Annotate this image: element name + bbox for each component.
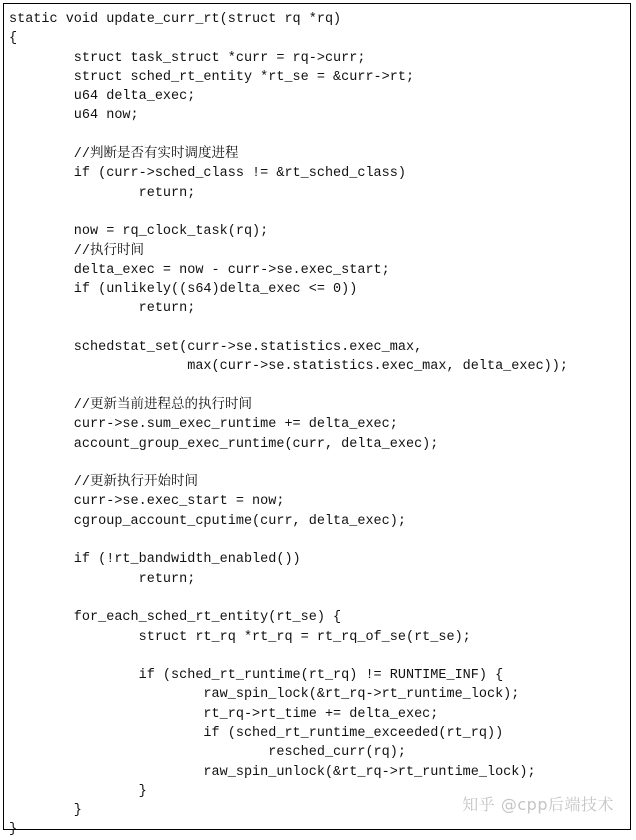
code-block	[9, 10, 568, 840]
code-line: raw_spin_unlock(&rt_rq->rt_runtime_lock);	[9, 764, 536, 780]
code-line: if (unlikely((s64)delta_exec <= 0))	[9, 282, 358, 298]
code-line: curr->se.exec_start = now;	[9, 494, 285, 510]
code-line: return;	[9, 301, 196, 317]
code-line: now = rq_clock_task(rq);	[9, 224, 269, 240]
code-line	[9, 531, 568, 550]
code-line: u64 now;	[9, 108, 139, 124]
code-line: {	[9, 31, 18, 47]
code-line	[9, 203, 568, 222]
code-line: for_each_sched_rt_entity(rt_se) {	[9, 610, 342, 626]
code-line: if (sched_rt_runtime(rt_rq) != RUNTIME_INF) {	[9, 668, 504, 684]
code-line: delta_exec = now - curr->se.exec_start;	[9, 262, 390, 278]
code-line: if (!rt_bandwidth_enabled())	[9, 552, 301, 568]
watermark: 知乎 @cpp后端技术	[462, 795, 614, 814]
code-line: max(curr->se.statistics.exec_max, delta_exec));	[9, 359, 568, 375]
code-line: rt_rq->rt_time += delta_exec;	[9, 706, 439, 722]
code-line: struct task_struct *curr = rq->curr;	[9, 50, 366, 66]
code-line: //执行时间	[9, 243, 145, 259]
code-line: resched_curr(rq);	[9, 745, 406, 761]
code-line: //判断是否有实时调度进程	[9, 147, 239, 163]
code-line: if (sched_rt_runtime_exceeded(rt_rq))	[9, 725, 504, 741]
code-line: static void update_curr_rt(struct rq *rq)	[9, 12, 342, 27]
code-line	[9, 377, 568, 396]
code-line: //更新执行开始时间	[9, 475, 199, 491]
code-line: //更新当前进程总的执行时间	[9, 397, 253, 413]
code-line: }	[9, 783, 147, 799]
code-line: if (curr->sched_class != &rt_sched_class)	[9, 166, 406, 182]
code-line: return;	[9, 571, 196, 587]
code-line	[9, 647, 568, 666]
code-line: curr->se.sum_exec_runtime += delta_exec;	[9, 417, 398, 433]
code-line: }	[9, 822, 18, 838]
code-line: }	[9, 803, 82, 819]
code-line: raw_spin_lock(&rt_rq->rt_runtime_lock);	[9, 687, 520, 703]
code-line: cgroup_account_cputime(curr, delta_exec);	[9, 513, 406, 529]
code-line	[9, 589, 568, 608]
code-line	[9, 126, 568, 145]
code-line: schedstat_set(curr->se.statistics.exec_max,	[9, 340, 423, 356]
code-line: return;	[9, 185, 196, 201]
code-line: account_group_exec_runtime(curr, delta_exec);	[9, 436, 439, 452]
code-line: struct sched_rt_entity *rt_se = &curr->rt;	[9, 69, 415, 85]
code-line	[9, 319, 568, 338]
code-line: u64 delta_exec;	[9, 89, 196, 105]
code-line: struct rt_rq *rt_rq = rt_rq_of_se(rt_se);	[9, 629, 471, 645]
code-frame	[3, 3, 631, 838]
code-line	[9, 454, 568, 473]
